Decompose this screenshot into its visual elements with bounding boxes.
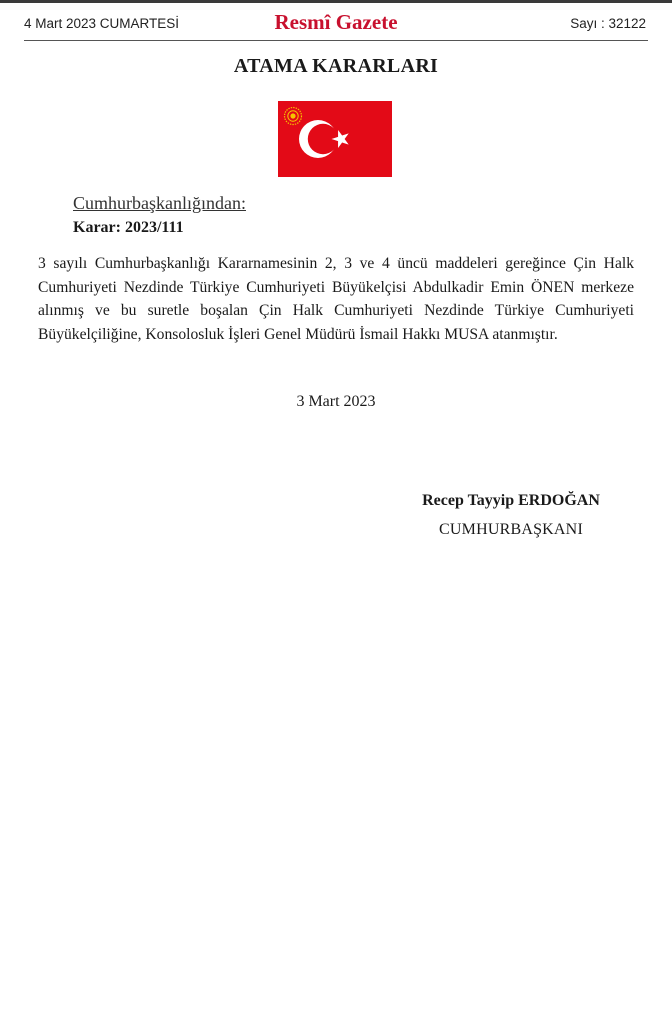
section-title: ATAMA KARARLARI xyxy=(233,55,439,77)
signer-name: Recep Tayyip ERDOĞAN xyxy=(422,492,600,509)
turkish-flag-image xyxy=(278,101,392,177)
issue-number: Sayı : 32122 xyxy=(570,16,646,31)
signer-title: CUMHURBAŞKANI xyxy=(439,521,583,538)
decision-body: 3 sayılı Cumhurbaşkanlığı Kararnamesinin 2, 3 ve 4 üncü maddeleri gereğince Çin Halk Cumhuriyeti Nezdinde Türkiye Cumhuriyeti Büyükelçisi Abdulkadir Emin ÖNEN merkeze alınmış ve bu suretle boşalan Çin Halk Cumhuriyeti Nezdinde Türkiye Cumhuriyeti Büyükelçiliğine, Konsolosluk İşleri Genel Müdürü İsmail Hakkı MUSA atanmıştır. xyxy=(38,255,634,343)
header-date: 4 Mart 2023 CUMARTESİ xyxy=(24,16,180,31)
gazette-title: Resmî Gazete xyxy=(274,10,398,34)
decision-number: Karar: 2023/111 xyxy=(73,219,184,236)
top-rule xyxy=(0,0,672,3)
decision-date: 3 Mart 2023 xyxy=(296,393,376,410)
issuer-heading: Cumhurbaşkanlığından: xyxy=(73,193,246,213)
gazette-header xyxy=(24,10,648,41)
